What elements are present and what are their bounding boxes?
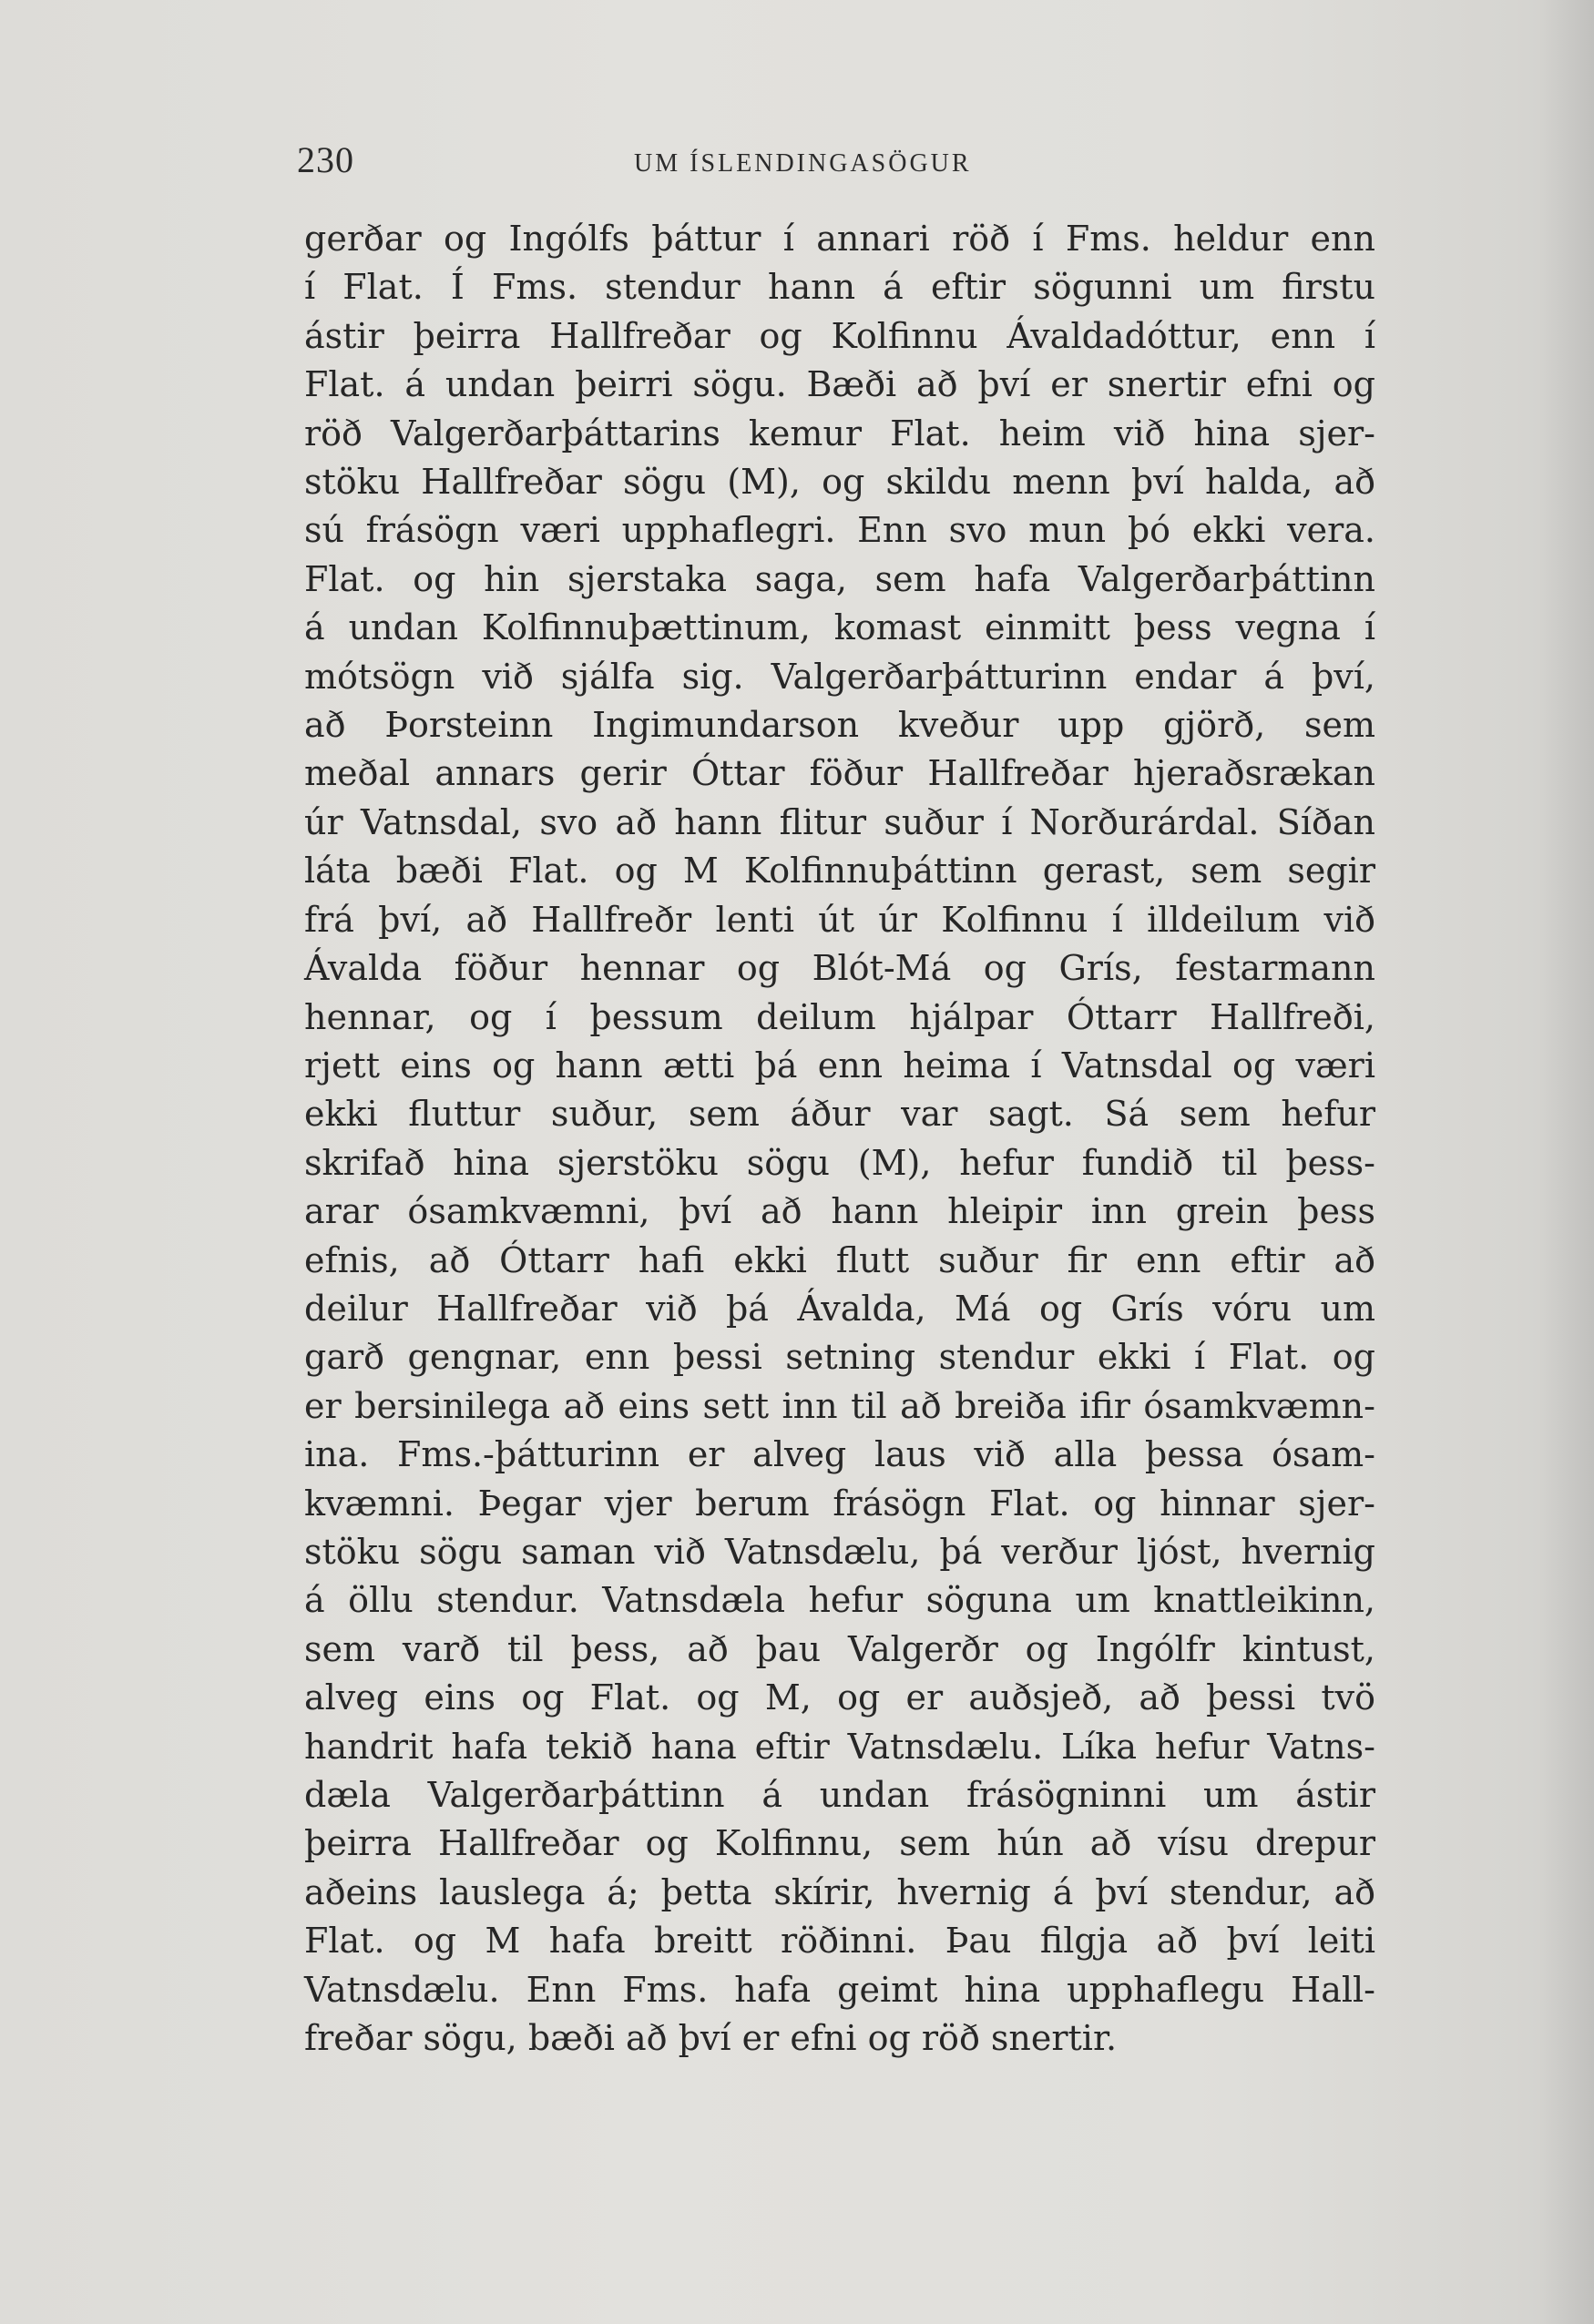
text-line: á undan Kolfinnuþættinum, komast einmitt þess vegna í [304,607,1375,648]
text-line: stöku sögu saman við Vatnsdælu, þá verður ljóst, hvernig [304,1531,1375,1572]
text-line: sem varð til þess, að þau Valgerðr og Ingólfr kintust, [304,1628,1375,1669]
running-head: UM ÍSLENDINGASÖGUR [634,149,972,178]
text-line: ástir þeirra Hallfreðar og Kolfinnu Ávaldadóttur, enn í [304,315,1375,356]
text-line: garð gengnar, enn þessi setning stendur ekki í Flat. og [304,1337,1375,1378]
page-number: 230 [297,139,354,180]
text-line: aðeins lauslega á; þetta skírir, hvernig á því stendur, að [304,1871,1375,1912]
text-line-last: freðar sögu, bæði að því er efni og röð snertir. [304,2018,1118,2059]
text-line: er bersinilega að eins sett inn til að breiða ifir ósamkvæmn- [304,1385,1375,1426]
text-line: gerðar og Ingólfs þáttur í annari röð í Fms. heldur enn [304,219,1375,259]
text-line: hennar, og í þessum deilum hjálpar Óttarr Hallfreði, [304,996,1375,1037]
body-text [304,215,1375,2063]
text-line: kvæmni. Þegar vjer berum frásögn Flat. og hinnar sjer- [304,1483,1375,1524]
text-line: mótsögn við sjálfa sig. Valgerðarþátturinn endar á því, [304,656,1375,697]
page-header [297,138,1381,184]
text-line: meðal annars gerir Óttar föður Hallfreðar hjeraðsrækan [304,753,1375,794]
text-line: úr Vatnsdal, svo að hann flitur suður í Norðurárdal. Síðan [304,801,1375,842]
text-line: Flat. á undan þeirri sögu. Bæði að því er snertir efni og [304,364,1375,405]
text-line: Flat. og hin sjerstaka saga, sem hafa Valgerðarþáttinn [304,558,1375,599]
text-line: ekki fluttur suður, sem áður var sagt. Sá sem hefur [304,1094,1375,1135]
text-line: skrifað hina sjerstöku sögu (M), hefur fundið til þess- [304,1142,1375,1183]
text-line: frá því, að Hallfreðr lenti út úr Kolfinnu í illdeilum við [304,899,1375,940]
text-line: þeirra Hallfreðar og Kolfinnu, sem hún að vísu drepur [304,1823,1375,1864]
text-line: að Þorsteinn Ingimundarson kveður upp gjörð, sem [304,705,1375,746]
text-line: stöku Hallfreðar sögu (M), og skildu menn því halda, að [304,462,1375,503]
text-line: dæla Valgerðarþáttinn á undan frásögninni um ástir [304,1775,1375,1815]
text-line: Flat. og M hafa breitt röðinni. Þau filgja að því leiti [304,1921,1375,1962]
text-line: röð Valgerðarþáttarins kemur Flat. heim við hina sjer- [304,413,1375,454]
text-line: láta bæði Flat. og M Kolfinnuþáttinn gerast, sem segir [304,851,1375,892]
text-line: í Flat. Í Fms. stendur hann á eftir sögunni um firstu [304,267,1375,308]
text-line: deilur Hallfreðar við þá Ávalda, Má og Grís vóru um [304,1288,1375,1329]
text-line: rjett eins og hann ætti þá enn heima í Vatnsdal og væri [304,1045,1375,1086]
text-line: efnis, að Óttarr hafi ekki flutt suður fir enn eftir að [304,1239,1375,1280]
text-line: handrit hafa tekið hana eftir Vatnsdælu. Líka hefur Vatns- [304,1726,1375,1767]
text-line: Ávalda föður hennar og Blót-Má og Grís, festarmann [304,948,1375,989]
text-line: arar ósamkvæmni, því að hann hleipir inn grein þess [304,1191,1375,1232]
page-edge-shadow [1539,0,1594,2324]
text-line: ina. Fms.-þátturinn er alveg laus við alla þessa ósam- [304,1434,1375,1475]
text-line: Vatnsdælu. Enn Fms. hafa geimt hina upphaflegu Hall- [304,1969,1375,2010]
text-line: alveg eins og Flat. og M, og er auðsjeð, að þessi tvö [304,1677,1375,1718]
text-line: sú frásögn væri upphaflegri. Enn svo mun þó ekki vera. [304,510,1375,551]
text-line: á öllu stendur. Vatnsdæla hefur söguna um knattleikinn, [304,1580,1375,1621]
